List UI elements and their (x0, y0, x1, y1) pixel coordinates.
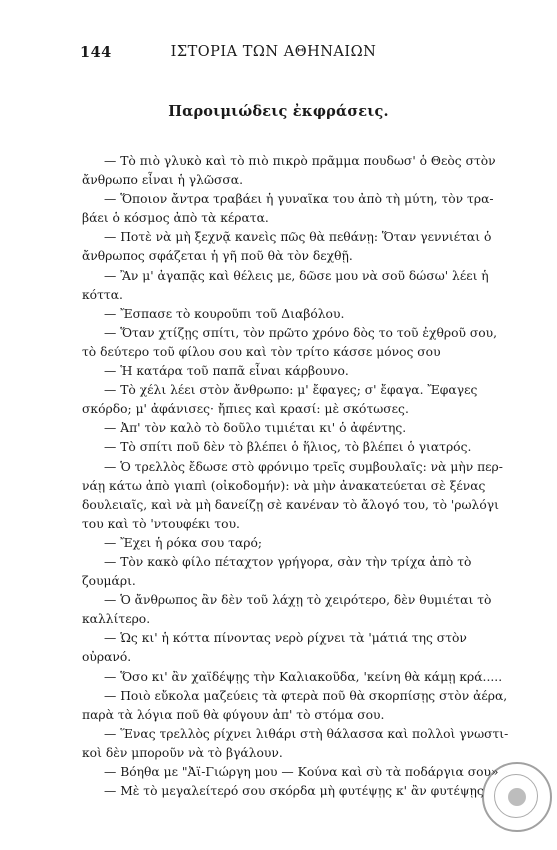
stamp-emblem (508, 788, 526, 806)
text-line: — Τὸ πιὸ γλυκὸ καὶ τὸ πιὸ πικρὸ πρᾶμμα πουδωσ' ὁ Θεὸς στὸν (104, 154, 496, 168)
page-header (80, 44, 467, 64)
text-line: βάει ὁ κόσμος ἀπὸ τὰ κέρατα. (82, 211, 269, 226)
text-line: — Ὅποιον ἄντρα τραβάει ἡ γυναῖκα του ἀπὸ τὴ μύτη, τὸν τρα- (104, 192, 494, 207)
text-line: νάῃ κάτω ἀπὸ γιαπὶ (οἰκοδομήν): νὰ μὴν ἀνακατεύεται σὲ ξένας (82, 478, 486, 493)
text-line: κοὶ δὲν μποροῦν νὰ τὸ βγάλουν. (82, 745, 283, 760)
text-line: — Ὁ ἄνθρωπος ἂν δὲν τοῦ λάχῃ τὸ χειρότερο, δὲν θυμιέται τὸ (104, 593, 492, 608)
text-line: του καὶ τὸ 'ντουφέκι του. (82, 516, 240, 531)
text-line: — Ὁ τρελλὸς ἔδωσε στὸ φρόνιμο τρεῖς συμβουλαῖς: νὰ μὴν περ- (104, 459, 503, 474)
text-line: ζουμάρι. (82, 574, 136, 589)
text-line: — Ὡς κι' ἡ κόττα πίνοντας νερὸ ρίχνει τὰ 'μάτιά της στὸν (104, 631, 467, 646)
text-line: κόττα. (82, 287, 123, 302)
text-line: — Ἂν μ' ἀγαπᾷς καὶ θέλεις με, δῶσε μου νὰ σοῦ δώσω' λέει ἡ (104, 268, 489, 283)
text-line: καλλίτερο. (82, 612, 151, 627)
text-line: — Ποτὲ νὰ μὴ ξεχνᾷ κανεὶς πῶς θὰ πεθάνῃ: Ὅταν γεννιέται ὁ (104, 230, 492, 245)
section-title: Παροιμιώδεις ἐκφράσεις. (168, 103, 389, 120)
text-line: — Τὸν κακὸ φίλο πέταχτον γρήγορα, σὰν τὴν τρίχα ἀπὸ τὸ (104, 554, 472, 569)
text-line: — Ποιὸ εὔκολα μαζεύεις τὰ φτερὰ ποῦ θὰ σκορπίσῃς στὸν ἀέρα, (104, 688, 508, 703)
text-line: — Τὸ χέλι λέει στὸν ἄνθρωπο: μ' ἔφαγες; σ' ἔφαγα. Ἔφαγες (104, 383, 478, 398)
text-line: — Ἡ κατάρα τοῦ παπᾶ εἶναι κάρβουνο. (104, 364, 349, 379)
text-line: — Ἀπ' τὸν καλὸ τὸ δοῦλο τιμιέται κι' ὁ ἀφέντης. (104, 421, 407, 436)
text-line: τὸ δεύτερο τοῦ φίλου σου καὶ τὸν τρίτο κάσσε μόνος σου (82, 344, 441, 359)
text-line: σκόρδο; μ' ἀφάνισες· ἤπιες καὶ κρασί: μὲ σκότωσες. (82, 402, 409, 417)
library-stamp (482, 762, 552, 832)
text-line: — Ὅταν χτίζῃς σπίτι, τὸν πρῶτο χρόνο δὸς το τοῦ ἐχθροῦ σου, (104, 325, 498, 340)
text-line: παρὰ τὰ λόγια ποῦ θὰ φύγουν ἀπ' τὸ στόμα σου. (82, 707, 385, 722)
text-line: ἄνθρωπος σφάζεται ἡ γῆ ποῦ θὰ τὸν δεχθῇ. (82, 249, 353, 264)
text-line: — Βόηθα με "Ἀϊ-Γιώργη μου — Κούνα καὶ σὺ τὰ ποδάργια σου» (104, 765, 499, 779)
text-line: — Ἔχει ἡ ρόκα σου ταρό; (104, 535, 263, 550)
text-line: — Ἕνας τρελλὸς ρίχνει λιθάρι στὴ θάλασσα καὶ πολλοὶ γνωστι- (104, 726, 509, 741)
text-line: — Ἔσπασε τὸ κουροῦπι τοῦ Διαβόλου. (104, 306, 345, 321)
proverbs-text (82, 152, 515, 801)
text-line: ἄνθρωπο εἶναι ἡ γλῶσσα. (82, 173, 243, 188)
text-line: — Τὸ σπίτι ποῦ δὲν τὸ βλέπει ὁ ἥλιος, τὸ βλέπει ὁ γιατρός. (104, 440, 472, 455)
text-line: δουλειαῖς, καὶ νὰ μὴ δανείζῃ σὲ κανέναν τὸ ἄλογό του, τὸ 'ρωλόγι (82, 497, 499, 512)
text-line: — Ὅσο κι' ἂν χαϊδέψῃς τὴν Καλιακοῦδα, 'κείνη θὰ κάμῃ κρά..... (104, 669, 503, 684)
running-title: ΙΣΤΟΡΙΑ ΤΩΝ ΑΘΗΝΑΙΩΝ (170, 44, 377, 60)
page-number: 144 (80, 44, 112, 61)
text-line: οὐρανό. (82, 650, 132, 665)
text-line: — Μὲ τὸ μεγαλείτερό σου σκόρδα μὴ φυτέψῃς κ' ἂν φυτέψῃς (104, 784, 484, 799)
